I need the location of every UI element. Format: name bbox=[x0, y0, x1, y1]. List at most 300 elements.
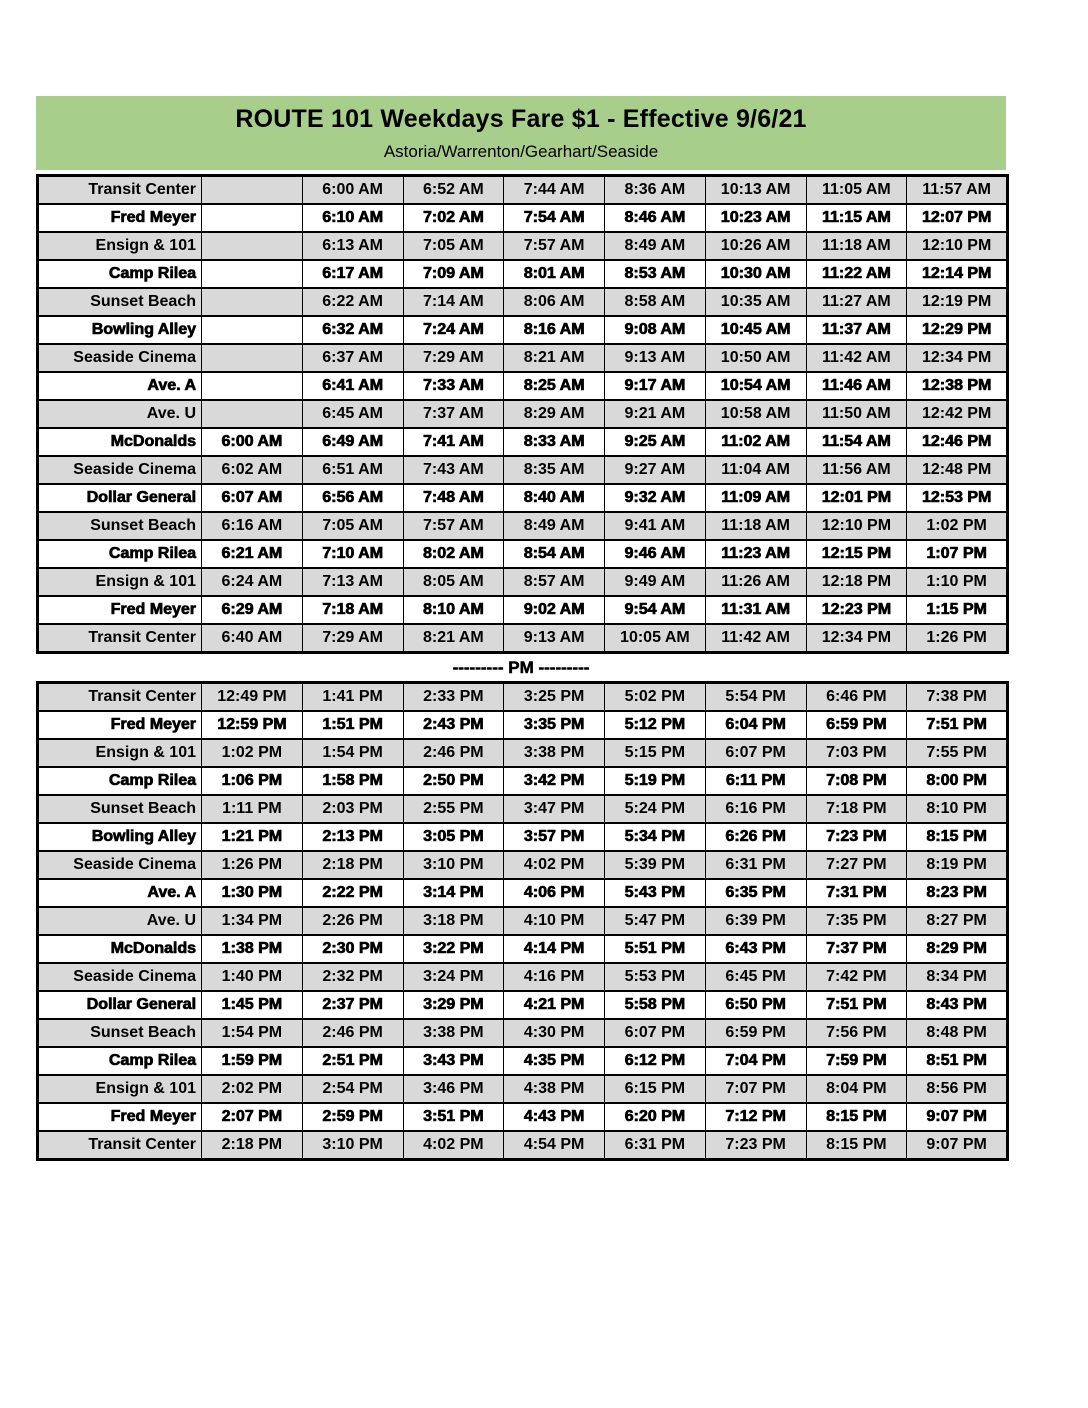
time-cell: 10:50 AM bbox=[705, 344, 806, 372]
time-cell: 8:06 AM bbox=[504, 288, 605, 316]
time-cell: 2:22 PM bbox=[302, 879, 403, 907]
time-cell: 4:02 PM bbox=[403, 1131, 504, 1160]
time-cell: 7:24 AM bbox=[403, 316, 504, 344]
time-cell: 3:35 PM bbox=[504, 711, 605, 739]
time-cell: 1:54 PM bbox=[202, 1019, 303, 1047]
time-cell: 1:21 PM bbox=[202, 823, 303, 851]
time-cell: 5:19 PM bbox=[605, 767, 706, 795]
time-cell bbox=[202, 400, 303, 428]
time-cell: 5:24 PM bbox=[605, 795, 706, 823]
time-cell: 7:29 AM bbox=[302, 624, 403, 653]
time-cell: 11:42 AM bbox=[806, 344, 907, 372]
time-cell: 4:30 PM bbox=[504, 1019, 605, 1047]
time-cell: 4:35 PM bbox=[504, 1047, 605, 1075]
time-cell: 8:21 AM bbox=[403, 624, 504, 653]
timetable-row bbox=[38, 851, 1008, 879]
time-cell: 12:07 PM bbox=[907, 204, 1008, 232]
stop-name-cell: Transit Center bbox=[38, 176, 202, 205]
stop-name-cell: Fred Meyer bbox=[38, 711, 202, 739]
time-cell: 3:14 PM bbox=[403, 879, 504, 907]
stop-name-cell: Fred Meyer bbox=[38, 596, 202, 624]
stop-name-cell: Transit Center bbox=[38, 1131, 202, 1160]
time-cell bbox=[202, 288, 303, 316]
time-cell: 1:02 PM bbox=[907, 512, 1008, 540]
time-cell: 11:54 AM bbox=[806, 428, 907, 456]
timetable-row bbox=[38, 260, 1008, 288]
timetable-row bbox=[38, 1019, 1008, 1047]
time-cell: 12:01 PM bbox=[806, 484, 907, 512]
time-cell: 7:38 PM bbox=[907, 683, 1008, 712]
timetable-row bbox=[38, 1103, 1008, 1131]
time-cell: 6:45 AM bbox=[302, 400, 403, 428]
time-cell: 4:21 PM bbox=[504, 991, 605, 1019]
time-cell bbox=[202, 176, 303, 205]
timetable-row bbox=[38, 428, 1008, 456]
time-cell bbox=[202, 204, 303, 232]
time-cell: 12:46 PM bbox=[907, 428, 1008, 456]
time-cell: 12:15 PM bbox=[806, 540, 907, 568]
time-cell: 2:07 PM bbox=[202, 1103, 303, 1131]
time-cell: 5:15 PM bbox=[605, 739, 706, 767]
time-cell: 3:38 PM bbox=[403, 1019, 504, 1047]
time-cell: 4:02 PM bbox=[504, 851, 605, 879]
time-cell: 6:13 AM bbox=[302, 232, 403, 260]
stop-name-cell: Ensign & 101 bbox=[38, 568, 202, 596]
time-cell: 4:43 PM bbox=[504, 1103, 605, 1131]
time-cell: 2:51 PM bbox=[302, 1047, 403, 1075]
time-cell: 7:27 PM bbox=[806, 851, 907, 879]
time-cell: 7:12 PM bbox=[705, 1103, 806, 1131]
time-cell: 7:10 AM bbox=[302, 540, 403, 568]
time-cell: 7:07 PM bbox=[705, 1075, 806, 1103]
time-cell: 1:45 PM bbox=[202, 991, 303, 1019]
time-cell: 8:29 PM bbox=[907, 935, 1008, 963]
time-cell: 11:56 AM bbox=[806, 456, 907, 484]
time-cell: 6:16 PM bbox=[705, 795, 806, 823]
time-cell: 11:37 AM bbox=[806, 316, 907, 344]
time-cell: 3:10 PM bbox=[302, 1131, 403, 1160]
time-cell: 11:05 AM bbox=[806, 176, 907, 205]
time-cell: 1:15 PM bbox=[907, 596, 1008, 624]
time-cell: 2:46 PM bbox=[302, 1019, 403, 1047]
stop-name-cell: Camp Rilea bbox=[38, 260, 202, 288]
time-cell: 1:59 PM bbox=[202, 1047, 303, 1075]
time-cell: 2:18 PM bbox=[202, 1131, 303, 1160]
time-cell: 9:49 AM bbox=[605, 568, 706, 596]
stop-name-cell: McDonalds bbox=[38, 935, 202, 963]
time-cell: 11:57 AM bbox=[907, 176, 1008, 205]
stop-name-cell: Ensign & 101 bbox=[38, 1075, 202, 1103]
time-cell: 6:29 AM bbox=[202, 596, 303, 624]
time-cell: 6:12 PM bbox=[605, 1047, 706, 1075]
time-cell: 7:13 AM bbox=[302, 568, 403, 596]
time-cell: 5:12 PM bbox=[605, 711, 706, 739]
stop-name-cell: Dollar General bbox=[38, 484, 202, 512]
schedule-title: ROUTE 101 Weekdays Fare $1 - Effective 9/6/21 bbox=[235, 105, 807, 133]
stop-name-cell: Bowling Alley bbox=[38, 316, 202, 344]
time-cell: 9:21 AM bbox=[605, 400, 706, 428]
time-cell: 12:34 PM bbox=[907, 344, 1008, 372]
time-cell: 3:57 PM bbox=[504, 823, 605, 851]
stop-name-cell: Seaside Cinema bbox=[38, 851, 202, 879]
time-cell: 11:31 AM bbox=[705, 596, 806, 624]
timetable-row bbox=[38, 316, 1008, 344]
time-cell: 9:02 AM bbox=[504, 596, 605, 624]
time-cell: 6:41 AM bbox=[302, 372, 403, 400]
time-cell: 7:51 PM bbox=[806, 991, 907, 1019]
time-cell: 3:25 PM bbox=[504, 683, 605, 712]
schedule-sheet bbox=[36, 96, 1006, 1161]
stop-name-cell: Camp Rilea bbox=[38, 1047, 202, 1075]
time-cell: 5:43 PM bbox=[605, 879, 706, 907]
time-cell: 9:08 AM bbox=[605, 316, 706, 344]
timetable-row bbox=[38, 1047, 1008, 1075]
time-cell: 6:31 PM bbox=[605, 1131, 706, 1160]
time-cell: 4:38 PM bbox=[504, 1075, 605, 1103]
time-cell: 6:11 PM bbox=[705, 767, 806, 795]
time-cell: 9:54 AM bbox=[605, 596, 706, 624]
time-cell: 8:51 PM bbox=[907, 1047, 1008, 1075]
time-cell: 10:26 AM bbox=[705, 232, 806, 260]
stop-name-cell: Dollar General bbox=[38, 991, 202, 1019]
time-cell: 9:46 AM bbox=[605, 540, 706, 568]
time-cell: 1:26 PM bbox=[202, 851, 303, 879]
time-cell: 4:14 PM bbox=[504, 935, 605, 963]
time-cell: 6:59 PM bbox=[705, 1019, 806, 1047]
stop-name-cell: McDonalds bbox=[38, 428, 202, 456]
time-cell: 5:53 PM bbox=[605, 963, 706, 991]
time-cell: 6:00 AM bbox=[202, 428, 303, 456]
time-cell: 8:27 PM bbox=[907, 907, 1008, 935]
time-cell: 2:55 PM bbox=[403, 795, 504, 823]
stop-name-cell: Transit Center bbox=[38, 683, 202, 712]
time-cell: 7:55 PM bbox=[907, 739, 1008, 767]
timetable-row bbox=[38, 991, 1008, 1019]
stop-name-cell: Seaside Cinema bbox=[38, 963, 202, 991]
timetable-row bbox=[38, 372, 1008, 400]
time-cell: 2:03 PM bbox=[302, 795, 403, 823]
timetable-row bbox=[38, 795, 1008, 823]
timetable-row bbox=[38, 232, 1008, 260]
time-cell: 12:49 PM bbox=[202, 683, 303, 712]
time-cell: 11:26 AM bbox=[705, 568, 806, 596]
time-cell: 6:21 AM bbox=[202, 540, 303, 568]
time-cell: 3:05 PM bbox=[403, 823, 504, 851]
time-cell: 7:18 AM bbox=[302, 596, 403, 624]
time-cell: 7:41 AM bbox=[403, 428, 504, 456]
time-cell: 3:22 PM bbox=[403, 935, 504, 963]
time-cell: 12:59 PM bbox=[202, 711, 303, 739]
time-cell: 8:16 AM bbox=[504, 316, 605, 344]
time-cell: 6:17 AM bbox=[302, 260, 403, 288]
pm-timetable bbox=[36, 681, 1009, 1161]
time-cell: 2:46 PM bbox=[403, 739, 504, 767]
stop-name-cell: Seaside Cinema bbox=[38, 456, 202, 484]
time-cell: 7:14 AM bbox=[403, 288, 504, 316]
time-cell: 6:04 PM bbox=[705, 711, 806, 739]
time-cell: 7:02 AM bbox=[403, 204, 504, 232]
time-cell: 8:29 AM bbox=[504, 400, 605, 428]
time-cell: 2:43 PM bbox=[403, 711, 504, 739]
time-cell: 8:57 AM bbox=[504, 568, 605, 596]
time-cell: 5:54 PM bbox=[705, 683, 806, 712]
time-cell bbox=[202, 372, 303, 400]
time-cell: 6:07 PM bbox=[705, 739, 806, 767]
time-cell: 7:31 PM bbox=[806, 879, 907, 907]
timetable-row bbox=[38, 879, 1008, 907]
time-cell: 8:02 AM bbox=[403, 540, 504, 568]
time-cell: 8:43 PM bbox=[907, 991, 1008, 1019]
time-cell: 6:45 PM bbox=[705, 963, 806, 991]
time-cell: 3:38 PM bbox=[504, 739, 605, 767]
time-cell: 11:27 AM bbox=[806, 288, 907, 316]
time-cell bbox=[202, 316, 303, 344]
time-cell: 6:35 PM bbox=[705, 879, 806, 907]
timetable-row bbox=[38, 739, 1008, 767]
time-cell: 6:32 AM bbox=[302, 316, 403, 344]
time-cell: 7:03 PM bbox=[806, 739, 907, 767]
time-cell: 8:05 AM bbox=[403, 568, 504, 596]
timetable-row bbox=[38, 767, 1008, 795]
time-cell: 8:54 AM bbox=[504, 540, 605, 568]
stop-name-cell: Sunset Beach bbox=[38, 288, 202, 316]
time-cell: 9:27 AM bbox=[605, 456, 706, 484]
time-cell: 10:45 AM bbox=[705, 316, 806, 344]
time-cell: 6:07 AM bbox=[202, 484, 303, 512]
time-cell: 6:16 AM bbox=[202, 512, 303, 540]
timetable-row bbox=[38, 568, 1008, 596]
time-cell: 12:42 PM bbox=[907, 400, 1008, 428]
time-cell: 1:58 PM bbox=[302, 767, 403, 795]
stop-name-cell: Ave. U bbox=[38, 907, 202, 935]
time-cell: 8:15 PM bbox=[806, 1131, 907, 1160]
timetable-row bbox=[38, 935, 1008, 963]
time-cell: 7:56 PM bbox=[806, 1019, 907, 1047]
time-cell: 10:30 AM bbox=[705, 260, 806, 288]
time-cell: 11:23 AM bbox=[705, 540, 806, 568]
time-cell: 2:02 PM bbox=[202, 1075, 303, 1103]
time-cell: 1:54 PM bbox=[302, 739, 403, 767]
time-cell: 7:43 AM bbox=[403, 456, 504, 484]
time-cell: 1:02 PM bbox=[202, 739, 303, 767]
time-cell: 10:23 AM bbox=[705, 204, 806, 232]
time-cell: 10:58 AM bbox=[705, 400, 806, 428]
time-cell: 8:48 PM bbox=[907, 1019, 1008, 1047]
time-cell: 8:15 PM bbox=[907, 823, 1008, 851]
stop-name-cell: Fred Meyer bbox=[38, 1103, 202, 1131]
time-cell: 3:51 PM bbox=[403, 1103, 504, 1131]
time-cell: 2:18 PM bbox=[302, 851, 403, 879]
time-cell: 8:21 AM bbox=[504, 344, 605, 372]
am-timetable bbox=[36, 174, 1009, 654]
time-cell: 7:37 AM bbox=[403, 400, 504, 428]
time-cell: 11:22 AM bbox=[806, 260, 907, 288]
time-cell: 12:34 PM bbox=[806, 624, 907, 653]
timetable-row bbox=[38, 512, 1008, 540]
time-cell: 8:33 AM bbox=[504, 428, 605, 456]
timetable-row bbox=[38, 596, 1008, 624]
schedule-subtitle: Astoria/Warrenton/Gearhart/Seaside bbox=[383, 142, 659, 161]
time-cell: 3:29 PM bbox=[403, 991, 504, 1019]
time-cell: 8:53 AM bbox=[605, 260, 706, 288]
time-cell: 8:04 PM bbox=[806, 1075, 907, 1103]
time-cell: 6:31 PM bbox=[705, 851, 806, 879]
time-cell: 8:36 AM bbox=[605, 176, 706, 205]
time-cell: 2:32 PM bbox=[302, 963, 403, 991]
time-cell: 1:10 PM bbox=[907, 568, 1008, 596]
time-cell: 12:14 PM bbox=[907, 260, 1008, 288]
stop-name-cell: Camp Rilea bbox=[38, 540, 202, 568]
time-cell: 1:40 PM bbox=[202, 963, 303, 991]
stop-name-cell: Sunset Beach bbox=[38, 512, 202, 540]
timetable-row bbox=[38, 823, 1008, 851]
time-cell: 3:18 PM bbox=[403, 907, 504, 935]
timetable-row bbox=[38, 1131, 1008, 1160]
time-cell: 2:26 PM bbox=[302, 907, 403, 935]
time-cell: 3:42 PM bbox=[504, 767, 605, 795]
timetable-row bbox=[38, 484, 1008, 512]
stop-name-cell: Transit Center bbox=[38, 624, 202, 653]
time-cell: 6:15 PM bbox=[605, 1075, 706, 1103]
timetable-row bbox=[38, 540, 1008, 568]
time-cell: 8:35 AM bbox=[504, 456, 605, 484]
time-cell: 9:32 AM bbox=[605, 484, 706, 512]
time-cell: 6:40 AM bbox=[202, 624, 303, 653]
time-cell: 1:38 PM bbox=[202, 935, 303, 963]
time-cell: 5:02 PM bbox=[605, 683, 706, 712]
time-cell: 11:46 AM bbox=[806, 372, 907, 400]
time-cell: 12:10 PM bbox=[907, 232, 1008, 260]
time-cell: 10:35 AM bbox=[705, 288, 806, 316]
time-cell: 4:16 PM bbox=[504, 963, 605, 991]
time-cell: 9:07 PM bbox=[907, 1131, 1008, 1160]
time-cell: 9:25 AM bbox=[605, 428, 706, 456]
stop-name-cell: Bowling Alley bbox=[38, 823, 202, 851]
schedule-header bbox=[36, 96, 1006, 170]
time-cell: 5:47 PM bbox=[605, 907, 706, 935]
time-cell: 6:26 PM bbox=[705, 823, 806, 851]
time-cell: 9:13 AM bbox=[504, 624, 605, 653]
time-cell: 11:50 AM bbox=[806, 400, 907, 428]
time-cell: 1:34 PM bbox=[202, 907, 303, 935]
time-cell: 7:57 AM bbox=[504, 232, 605, 260]
timetable-row bbox=[38, 400, 1008, 428]
stop-name-cell: Seaside Cinema bbox=[38, 344, 202, 372]
time-cell: 7:05 AM bbox=[403, 232, 504, 260]
time-cell: 10:05 AM bbox=[605, 624, 706, 653]
timetable-row bbox=[38, 176, 1008, 205]
time-cell: 12:29 PM bbox=[907, 316, 1008, 344]
time-cell bbox=[202, 232, 303, 260]
time-cell: 12:38 PM bbox=[907, 372, 1008, 400]
time-cell bbox=[202, 344, 303, 372]
stop-name-cell: Sunset Beach bbox=[38, 795, 202, 823]
time-cell: 6:22 AM bbox=[302, 288, 403, 316]
time-cell: 6:43 PM bbox=[705, 935, 806, 963]
time-cell: 6:59 PM bbox=[806, 711, 907, 739]
time-cell: 11:15 AM bbox=[806, 204, 907, 232]
time-cell: 8:58 AM bbox=[605, 288, 706, 316]
stop-name-cell: Ave. U bbox=[38, 400, 202, 428]
time-cell: 6:46 PM bbox=[806, 683, 907, 712]
time-cell: 3:43 PM bbox=[403, 1047, 504, 1075]
time-cell: 6:10 AM bbox=[302, 204, 403, 232]
time-cell: 12:19 PM bbox=[907, 288, 1008, 316]
timetable-row bbox=[38, 1075, 1008, 1103]
time-cell: 8:56 PM bbox=[907, 1075, 1008, 1103]
time-cell: 6:20 PM bbox=[605, 1103, 706, 1131]
time-cell: 11:18 AM bbox=[806, 232, 907, 260]
time-cell: 11:09 AM bbox=[705, 484, 806, 512]
time-cell: 6:52 AM bbox=[403, 176, 504, 205]
time-cell: 1:26 PM bbox=[907, 624, 1008, 653]
time-cell: 8:49 AM bbox=[605, 232, 706, 260]
time-cell: 1:06 PM bbox=[202, 767, 303, 795]
time-cell: 5:39 PM bbox=[605, 851, 706, 879]
time-cell: 8:49 AM bbox=[504, 512, 605, 540]
time-cell: 9:07 PM bbox=[907, 1103, 1008, 1131]
time-cell: 1:07 PM bbox=[907, 540, 1008, 568]
time-cell: 3:46 PM bbox=[403, 1075, 504, 1103]
time-cell: 1:30 PM bbox=[202, 879, 303, 907]
time-cell: 7:48 AM bbox=[403, 484, 504, 512]
time-cell: 7:44 AM bbox=[504, 176, 605, 205]
time-cell: 10:54 AM bbox=[705, 372, 806, 400]
time-cell: 8:19 PM bbox=[907, 851, 1008, 879]
time-cell: 11:18 AM bbox=[705, 512, 806, 540]
time-cell: 6:02 AM bbox=[202, 456, 303, 484]
time-cell: 7:18 PM bbox=[806, 795, 907, 823]
time-cell: 8:10 AM bbox=[403, 596, 504, 624]
time-cell: 12:10 PM bbox=[806, 512, 907, 540]
time-cell: 7:59 PM bbox=[806, 1047, 907, 1075]
time-cell: 12:48 PM bbox=[907, 456, 1008, 484]
stop-name-cell: Ave. A bbox=[38, 879, 202, 907]
time-cell: 2:50 PM bbox=[403, 767, 504, 795]
time-cell: 2:37 PM bbox=[302, 991, 403, 1019]
time-cell: 7:04 PM bbox=[705, 1047, 806, 1075]
time-cell: 12:23 PM bbox=[806, 596, 907, 624]
time-cell: 6:37 AM bbox=[302, 344, 403, 372]
time-cell: 8:10 PM bbox=[907, 795, 1008, 823]
timetable-row bbox=[38, 711, 1008, 739]
time-cell: 9:17 AM bbox=[605, 372, 706, 400]
time-cell: 8:00 PM bbox=[907, 767, 1008, 795]
time-cell: 2:33 PM bbox=[403, 683, 504, 712]
time-cell: 11:42 AM bbox=[705, 624, 806, 653]
time-cell: 6:07 PM bbox=[605, 1019, 706, 1047]
time-cell: 8:01 AM bbox=[504, 260, 605, 288]
time-cell: 8:25 AM bbox=[504, 372, 605, 400]
time-cell: 2:13 PM bbox=[302, 823, 403, 851]
timetable-row bbox=[38, 963, 1008, 991]
time-cell: 1:51 PM bbox=[302, 711, 403, 739]
stop-name-cell: Fred Meyer bbox=[38, 204, 202, 232]
stop-name-cell: Ensign & 101 bbox=[38, 739, 202, 767]
time-cell: 5:58 PM bbox=[605, 991, 706, 1019]
time-cell: 7:42 PM bbox=[806, 963, 907, 991]
time-cell: 7:23 PM bbox=[806, 823, 907, 851]
time-cell: 3:47 PM bbox=[504, 795, 605, 823]
time-cell: 7:35 PM bbox=[806, 907, 907, 935]
time-cell: 6:51 AM bbox=[302, 456, 403, 484]
time-cell: 8:23 PM bbox=[907, 879, 1008, 907]
time-cell bbox=[202, 260, 303, 288]
time-cell: 7:05 AM bbox=[302, 512, 403, 540]
timetable-row bbox=[38, 456, 1008, 484]
time-cell: 12:53 PM bbox=[907, 484, 1008, 512]
stop-name-cell: Sunset Beach bbox=[38, 1019, 202, 1047]
